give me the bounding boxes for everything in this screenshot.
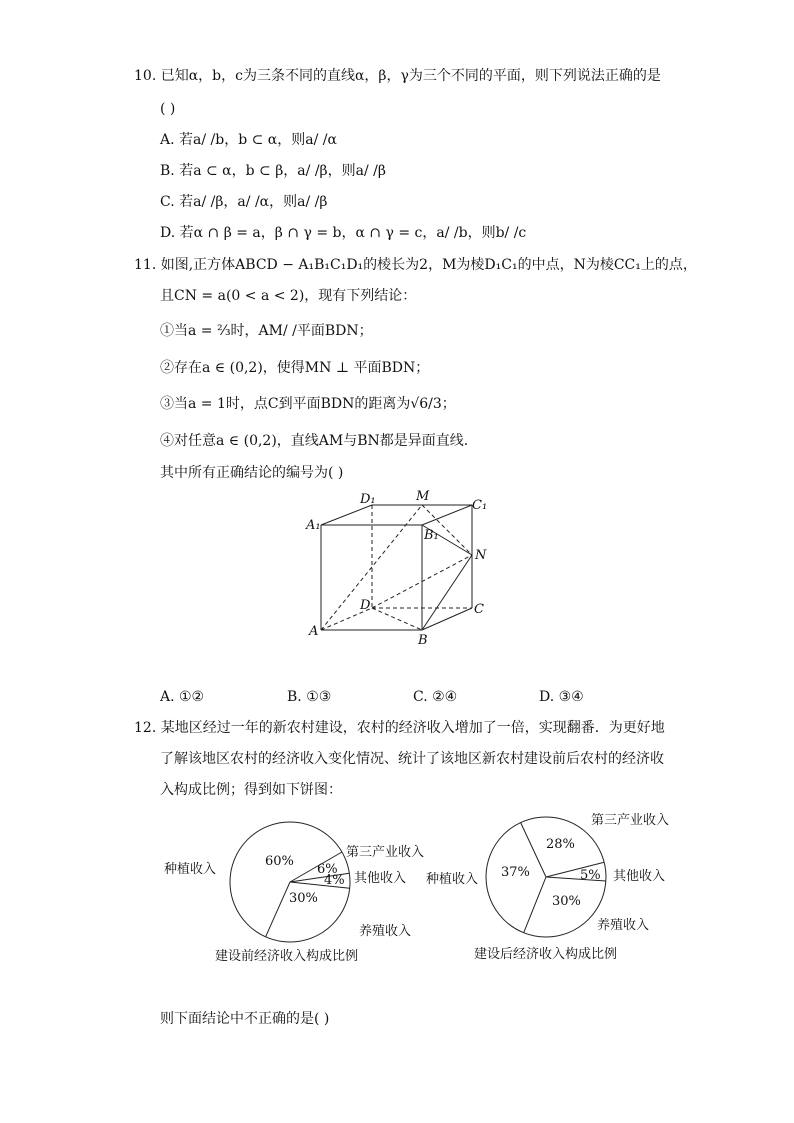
pie-before-pct-planting: 60% [265,854,294,869]
pie-before-pct-tertiary: 6% [317,862,338,877]
pie-after-label-other: 其他收入 [613,869,666,884]
q11-conclusion-3: ③当a = 1时，点C到平面BDN的距离为√6/3； [160,396,456,412]
label-a1: A₁ [306,518,321,533]
edge-b1-c1 [422,505,472,525]
q11-conclusion-2: ②存在a ∈ (0,2)，使得MN ⊥ 平面BDN； [160,360,430,376]
pie-before-label-planting: 种植收入 [164,862,217,877]
q11-option-d: D. ③④ [539,689,584,705]
pie-before-label-other: 其他收入 [354,871,407,886]
pie-after-label-tertiary: 第三产业收入 [591,813,670,828]
segment-d-b [372,608,422,630]
cube-figure [300,485,500,650]
pie-after-caption: 建设后经济收入构成比例 [474,947,618,962]
q11-ask: 其中所有正确结论的编号为( ) [160,465,344,481]
pie-before-label-livestock: 养殖收入 [359,924,412,939]
pie-after-label-planting: 种植收入 [426,872,479,887]
q11-option-a: A. ①② [160,689,205,705]
segment-a-m [321,505,422,630]
q12-stem-line3: 入构成比例；得到如下饼图： [160,782,342,798]
q11-option-c: C. ②④ [413,689,458,705]
label-m: M [416,489,430,504]
q10-option-d: D. 若α ∩ β = a，β ∩ γ = b，α ∩ γ = c，a/ /b，则b/ /c [160,225,527,241]
q11-conclusion-1: ①当a = ⅔时，AM/ /平面BDN； [160,323,373,339]
q10-option-c: C. 若a/ /β，a/ /α，则a/ /β [160,194,328,210]
q11-stem-line1: 11. 如图,正方体ABCD − A₁B₁C₁D₁的棱长为2，M为棱D₁C₁的中点，N为棱CC₁上的点， [134,257,697,273]
label-b1: B₁ [424,528,439,543]
q10-option-a: A. 若a/ /b，b ⊂ α，则a/ /α [160,132,337,148]
q11-option-b: B. ①③ [287,689,332,705]
label-c: C [474,602,484,617]
label-a: A [309,624,319,639]
q11-stem-line2: 且CN = a(0 < a < 2)，现有下列结论： [160,288,417,304]
q12-ask: 则下面结论中不正确的是( ) [160,1011,330,1027]
label-c1: C₁ [472,498,488,513]
edge-a1-d1 [321,505,372,525]
pie-after-pct-tertiary: 28% [546,837,575,852]
pie-before-pct-livestock: 30% [289,891,318,906]
label-d: D [360,598,371,613]
label-n: N [475,548,487,563]
pie-chart-after [420,805,710,970]
pie-before-label-tertiary: 第三产业收入 [346,845,425,860]
q10-stem: 10. 已知α，b，c为三条不同的直线α，β，γ为三个不同的平面，则下列说法正确的是 [134,68,661,84]
label-d1: D₁ [360,492,376,507]
q12-stem-line2: 了解该地区农村的经济收入变化情况、统计了该地区新农村建设前后农村的经济收 [160,751,664,767]
pie-before-caption: 建设前经济收入构成比例 [215,949,359,964]
q11-conclusion-4: ④对任意a ∈ (0,2)，直线AM与BN都是异面直线. [160,433,469,449]
pie-before-pct-other: 4% [324,873,345,888]
q10-option-b: B. 若a ⊂ α，b ⊂ β，a/ /β，则a/ /β [160,163,386,179]
label-b: B [418,633,428,648]
q12-stem-line1: 12. 某地区经过一年的新农村建设，农村的经济收入增加了一倍，实现翻番．为更好地 [134,720,665,736]
pie-after-pct-livestock: 30% [552,894,581,909]
pie-after-label-livestock: 养殖收入 [597,918,650,933]
q10-paren: ( ) [160,101,176,117]
pie-after-pct-other: 5% [580,868,601,883]
pie-after-pct-planting: 37% [501,865,530,880]
pie-chart-before [160,815,450,970]
